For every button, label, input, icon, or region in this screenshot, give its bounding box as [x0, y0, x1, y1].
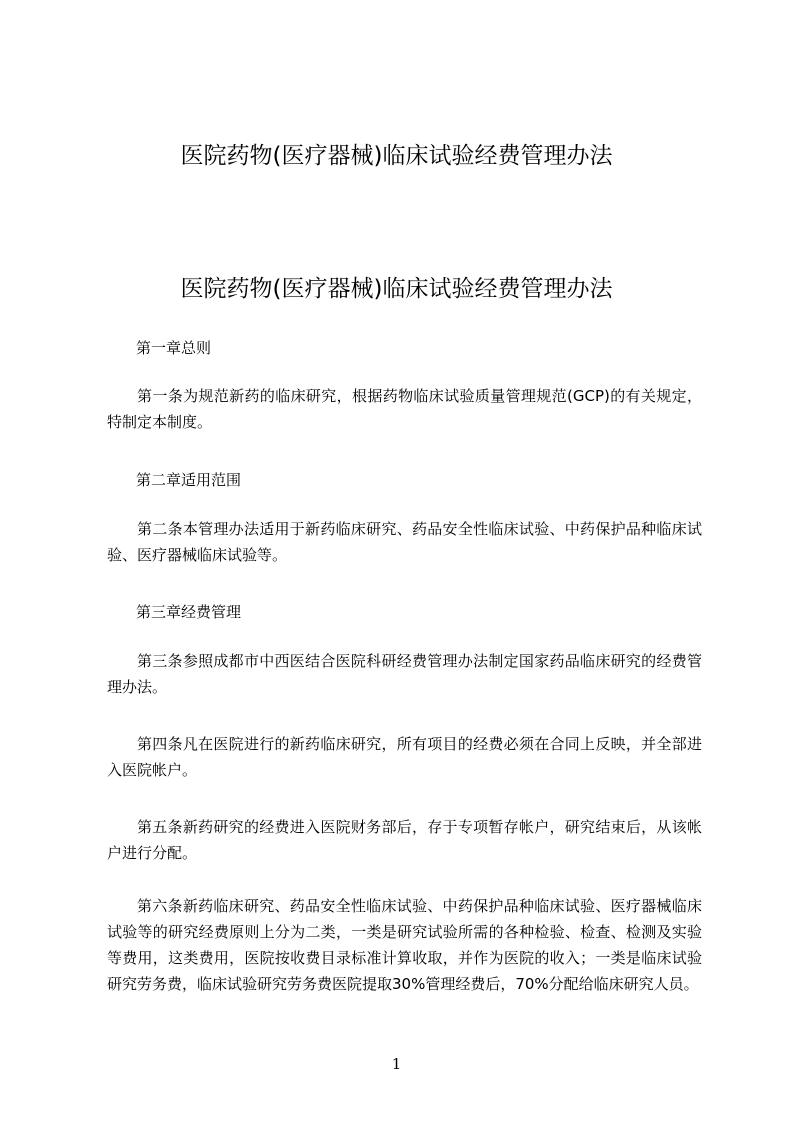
chapter-heading-1: 第一章总则	[136, 339, 212, 357]
article-5: 第五条新药研究的经费进入医院财务部后，存于专项暂存帐户，研究结束后，从该帐户进行分配。	[107, 818, 702, 862]
document-title-top: 医院药物(医疗器械)临床试验经费管理办法	[180, 143, 613, 169]
document-title-main: 医院药物(医疗器械)临床试验经费管理办法	[180, 276, 613, 302]
article-2: 第二条本管理办法适用于新药临床研究、药品安全性临床试验、中药保护品种临床试验、医疗器械临床试验等。	[107, 520, 702, 564]
article-6: 第六条新药临床研究、药品安全性临床试验、中药保护品种临床试验、医疗器械临床试验等的研究经费原则上分为二类，一类是研究试验所需的各种检验、检查、检测及实验等费用，这类费用，医院按收费目录标准计算收取，并作为医院的收入；一类是临床试验研究劳务费，临床试验研究劳务费医院提取30%管理经费后，70%分配给临床研究人员。	[107, 897, 702, 993]
article-3: 第三条参照成都市中西医结合医院科研经费管理办法制定国家药品临床研究的经费管理办法。	[107, 652, 702, 696]
chapter-heading-2: 第二章适用范围	[136, 471, 242, 489]
chapter-heading-3: 第三章经费管理	[136, 603, 242, 621]
article-1: 第一条为规范新药的临床研究，根据药物临床试验质量管理规范(GCP)的有关规定，特制定本制度。	[107, 387, 702, 431]
page-number: 1	[391, 1055, 402, 1073]
article-4: 第四条凡在医院进行的新药临床研究，所有项目的经费必须在合同上反映，并全部进入医院帐户。	[107, 735, 702, 779]
